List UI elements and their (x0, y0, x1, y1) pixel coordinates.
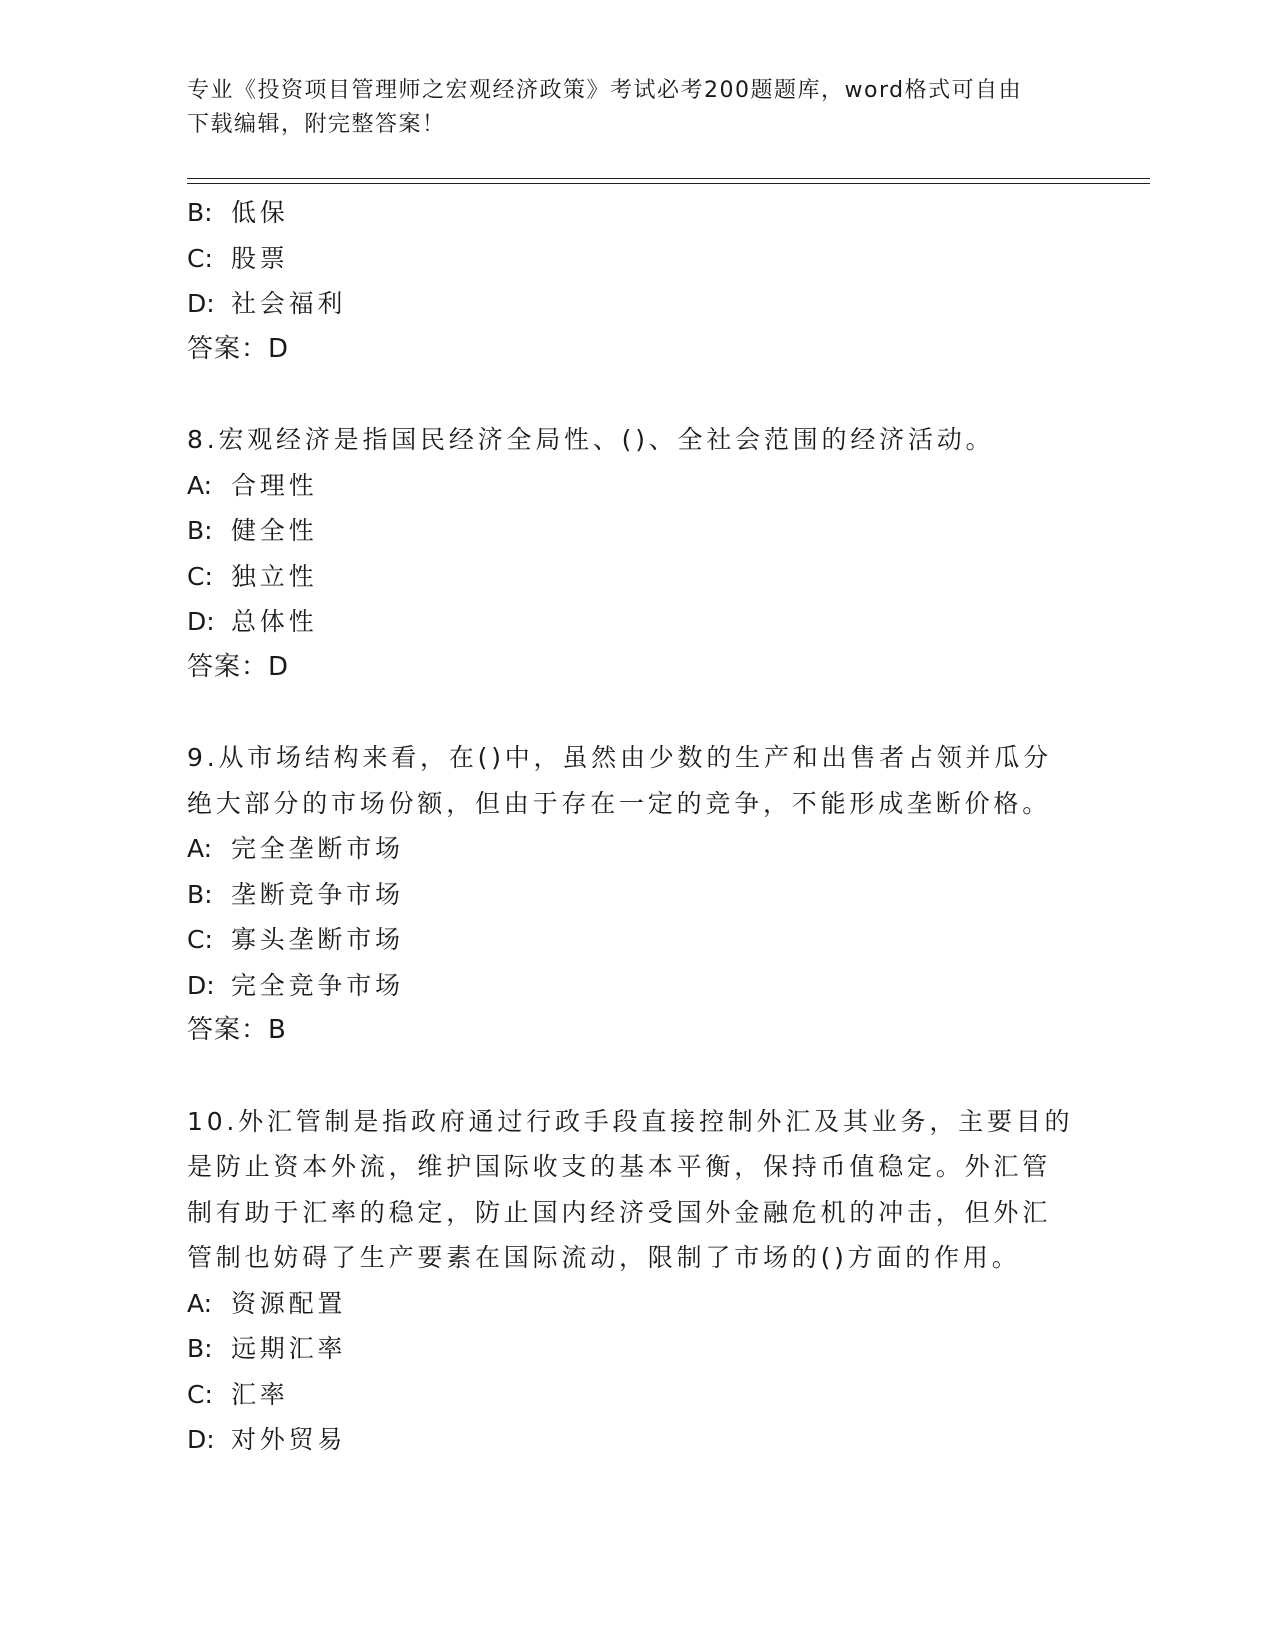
question-stem-line-3: 制有助于汇率的稳定，防止国内经济受国外金融危机的冲击，但外汇 (187, 1197, 1052, 1227)
option-b: B: 垄断竞争市场 (187, 879, 404, 909)
option-a: A: 合理性 (187, 470, 318, 500)
option-b: B: 健全性 (187, 516, 318, 545)
option-b: B: 低保 (187, 198, 289, 227)
question-stem-line-2: 是防止资本外流，维护国际收支的基本平衡，保持币值稳定。外汇管 (187, 1152, 1052, 1181)
question-10 (187, 1099, 1087, 1463)
document-header (187, 74, 1067, 142)
question-8 (187, 417, 1087, 690)
header-divider-bottom (187, 183, 1150, 184)
header-line-2: 下载编辑，附完整答案！ (187, 112, 446, 137)
header-divider-top (187, 178, 1150, 179)
question-7-continued (187, 190, 1087, 372)
answer-line: 答案：B (187, 1015, 287, 1045)
option-d: D: 总体性 (187, 607, 318, 636)
option-b: B: 远期汇率 (187, 1334, 347, 1363)
question-stem-line-1: 10.外汇管制是指政府通过行政手段直接控制外汇及其业务，主要目的 (187, 1106, 1074, 1136)
option-c: C: 股票 (187, 243, 289, 273)
question-stem-line-1: 9.从市场结构来看，在()中，虽然由少数的生产和出售者占领并瓜分 (187, 743, 1052, 772)
option-c: C: 寡头垄断市场 (187, 925, 404, 954)
option-a: A: 资源配置 (187, 1288, 347, 1318)
header-line-1: 专业《投资项目管理师之宏观经济政策》考试必考200题题库，word格式可自由 (187, 78, 1023, 103)
question-stem: 8.宏观经济是指国民经济全局性、()、全社会范围的经济活动。 (187, 425, 995, 454)
option-a: A: 完全垄断市场 (187, 834, 404, 863)
question-9 (187, 735, 1087, 1054)
option-d: D: 社会福利 (187, 289, 347, 318)
option-d: D: 对外贸易 (187, 1425, 347, 1454)
question-stem-line-2: 绝大部分的市场份额，但由于存在一定的竞争，不能形成垄断价格。 (187, 788, 1052, 818)
answer-line: 答案：D (187, 333, 290, 364)
option-c: C: 汇率 (187, 1379, 289, 1409)
document-body (187, 190, 1087, 1463)
answer-line: 答案：D (187, 651, 290, 682)
option-d: D: 完全竞争市场 (187, 970, 404, 1000)
option-c: C: 独立性 (187, 561, 318, 591)
question-stem-line-4: 管制也妨碍了生产要素在国际流动，限制了市场的()方面的作用。 (187, 1243, 1021, 1272)
